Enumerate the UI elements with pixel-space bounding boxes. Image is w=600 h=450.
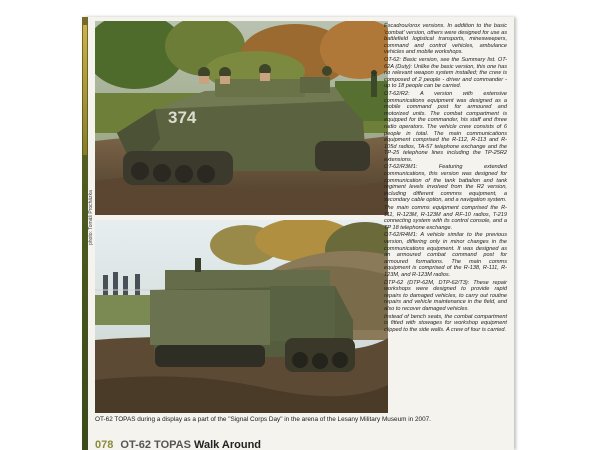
hull-number: 374 bbox=[168, 108, 197, 127]
paragraph: Instead of bench seats, the combat compartment is fitted with stowages for workshop equipment clipped to the side walls. A crew of four is carried. bbox=[384, 313, 507, 333]
photo-credit: photo: Tomáš Procházka bbox=[88, 190, 94, 245]
page-number: 078 bbox=[95, 439, 114, 450]
paragraph: The main comms equipment comprised the R-111, R-123M, R-123M and RF-10 radios, T-219 connecting system with its control console, and a TP 18 telephone exchange. bbox=[384, 205, 507, 231]
spine-accent bbox=[83, 25, 87, 155]
photo-apc-front bbox=[95, 21, 388, 215]
photo-apc-rear bbox=[95, 220, 388, 413]
book-page bbox=[82, 17, 514, 450]
book-title: OT-62 TOPAS bbox=[120, 439, 191, 450]
paragraph: OT-62: Basic version, see the Summary list. OT-62A (Duty): Unlike the basic version, this one has no relevant weapon system installed; the crew is composed of 2 people - driver and commander - up to 18 people can be carried. bbox=[384, 56, 507, 90]
photo-caption: OT-62 TOPAS during a display as a part of the "Signal Corps Day" in the arena of the Lesany Military Museum in 2007. bbox=[95, 416, 431, 423]
paragraph: Escadrou/orox versions. In addition to the basic 'combat' version, others were designed for use as battlefield logistical transports, minesweepers, command and control vehicles, ambulance vehicles and mobile workshops. bbox=[384, 23, 507, 56]
paragraph: OT-62/R4M1: A vehicle similar to the previous version, differing only in minor changes in the communications equipment. It was designed as an armoured combat command post for armoured formations. The main comms equipment is comprised of the R-138, R-111, R-123M, and R-123M radios. bbox=[384, 232, 507, 278]
paragraph: OT-62/R3M1: Featuring extended communications, this version was designed for communication of the tank battalion and tank regiment levels involved from the R2 version, including different commns equipment, a secondary cable option, and a navigation system. bbox=[384, 164, 507, 204]
text-column bbox=[384, 23, 507, 334]
paragraph: OT-62/R2: A version with extensive communications equipment was designed as a mobile command post for armoured and motorized units. The combat compartment is equipped for the commander, his staff and three radio operators. The vehicle crew consists of 6 people in total. The main communications equipment comprised the R-112, R-113 and R-105d radios, TA-57 telephone exchange and the TP-25 telephone lines including the TP-25R2 extensions. bbox=[384, 90, 507, 163]
paragraph: DTP-62 (DTP-62M, DTP-62/T3): These repair workshops were designed to provide rapid repairs to damaged vehicles, to carry out routine repairs and vehicle maintenance in the field, and also to recover damaged vehicles. bbox=[384, 279, 507, 312]
page-footer bbox=[95, 439, 514, 450]
book-subtitle: Walk Around bbox=[194, 439, 262, 450]
